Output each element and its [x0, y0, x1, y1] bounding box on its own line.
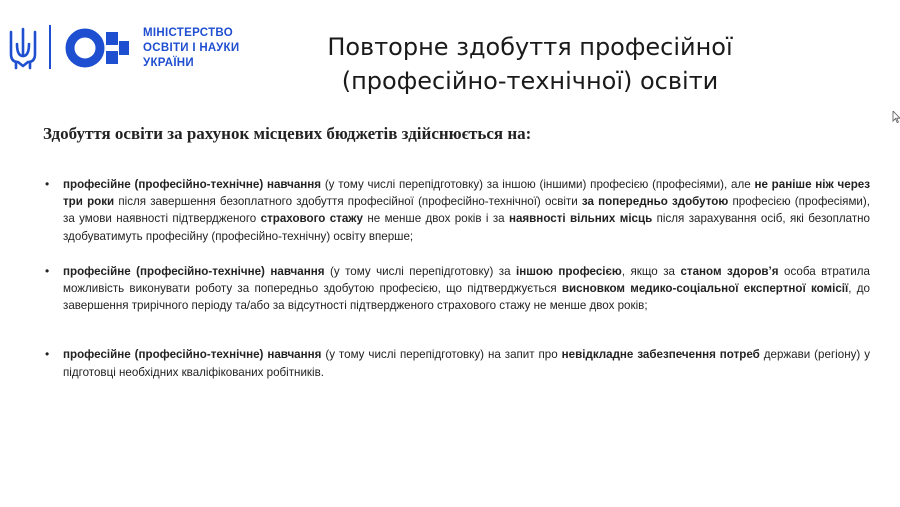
bullet-item: [45, 346, 870, 380]
bullet-text-bold: невідкладне забезпечення потреб: [561, 348, 760, 362]
bullet-item: [45, 176, 870, 245]
bullet-text-bold: висновком медико-соціальної експертної комісії: [561, 282, 849, 296]
header-divider: [49, 25, 51, 69]
cursor-icon: [892, 111, 900, 123]
slide-header: [0, 0, 900, 100]
bullet-text: особа втратила можливість виконувати роботу за попередньо здобутою професією, що підтверджується: [63, 264, 870, 296]
bullet-text: держави (регіону) у підготовці необхідних кваліфікованих робітників.: [63, 348, 870, 379]
trident-icon: [8, 26, 38, 70]
bullet-text: професією (професіями), за умови наявності підтвердженого: [63, 195, 870, 226]
bullet-text-bold: страхового стажу: [260, 212, 363, 226]
bullet-text: після завершення безоплатного здобуття професійної (професійно-технічної) освіти: [114, 195, 582, 209]
bullet-text: після зарахування осіб, які безоплатно здобуватимуть професійну (професійно-технічну) освіту вперше;: [63, 212, 870, 243]
slide-title-line: Повторне здобуття професійної: [327, 33, 733, 61]
bullet-text: , якщо за: [621, 264, 681, 278]
bullet-list: [45, 176, 870, 381]
bullet-text: (у тому числі перепідготовку) за: [324, 264, 517, 278]
bullet-text-bold: не раніше ніж через три роки: [63, 178, 870, 209]
bullet-text-bold: професійне (професійно-технічне) навчання: [63, 264, 325, 278]
bullet-text: , до завершення трирічного періоду та/або за відсутності підтвердженого страхового стажу не менше двох років;: [63, 282, 870, 313]
bullet-text-bold: наявності вільних місць: [508, 212, 653, 226]
bullet-text-bold: станом здоров’я: [680, 264, 779, 278]
ministry-name: [143, 26, 263, 71]
bullet-text: (у тому числі перепідготовку) на запит про: [321, 348, 562, 362]
ministry-name-line: МІНІСТЕРСТВО: [143, 27, 233, 39]
bullet-text-bold: іншою професією: [516, 264, 622, 278]
bullet-text: не менше двох років і за: [362, 212, 509, 226]
ministry-name-line: ОСВІТИ І НАУКИ: [143, 42, 240, 54]
bullet-text-bold: професійне (професійно-технічне) навчання: [63, 348, 322, 362]
slide-title: [290, 30, 770, 98]
ministry-name-line: УКРАЇНИ: [143, 57, 194, 69]
bullet-text-bold: професійне (професійно-технічне) навчання: [63, 178, 322, 191]
slide-title-line: (професійно-технічної) освіти: [341, 67, 719, 95]
bullet-item: [45, 263, 870, 315]
section-subtitle: Здобуття освіти за рахунок місцевих бюджетів здійснюється на:: [43, 124, 532, 143]
bullet-text: (у тому числі перепідготовку) за іншою (іншими) професією (професіями), але: [321, 178, 755, 191]
mon-logo-icon: [64, 26, 134, 70]
bullet-text-bold: за попередньо здобутою: [581, 195, 729, 209]
